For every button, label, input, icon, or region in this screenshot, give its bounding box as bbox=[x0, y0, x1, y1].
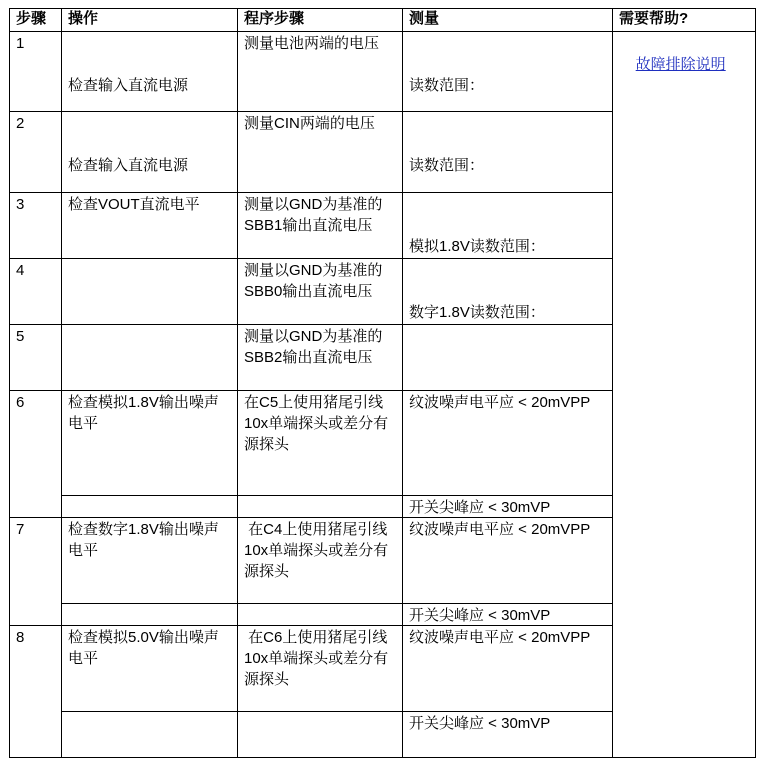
row-8-operation: 检查模拟5.0V输出噪声电平 bbox=[61, 625, 238, 712]
row-3-operation: 检查VOUT直流电平 bbox=[61, 192, 238, 259]
row-7-step: 7 bbox=[9, 517, 62, 626]
row-7-procedure: 在C4上使用猪尾引线10x单端探头或差分有源探头 bbox=[237, 517, 403, 604]
row-8-spike: 开关尖峰应 < 30mVP bbox=[402, 711, 613, 758]
row-7-operation-spacer bbox=[61, 603, 238, 626]
troubleshooting-table bbox=[9, 8, 756, 758]
header-measurement: 测量 bbox=[402, 8, 613, 32]
row-6-procedure: 在C5上使用猪尾引线10x单端探头或差分有源探头 bbox=[237, 390, 403, 496]
row-6-operation-spacer bbox=[61, 495, 238, 518]
row-1-operation: 检查输入直流电源 bbox=[61, 31, 238, 112]
header-procedure: 程序步骤 bbox=[237, 8, 403, 32]
row-3-procedure: 测量以GND为基准的SBB1输出直流电压 bbox=[237, 192, 403, 259]
row-2-operation: 检查输入直流电源 bbox=[61, 111, 238, 193]
row-7-spike: 开关尖峰应 < 30mVP bbox=[402, 603, 613, 626]
row-4-operation bbox=[61, 258, 238, 325]
row-4-procedure: 测量以GND为基准的SBB0输出直流电压 bbox=[237, 258, 403, 325]
row-5-operation bbox=[61, 324, 238, 391]
row-6-measurement: 纹波噪声电平应 < 20mVPP bbox=[402, 390, 613, 496]
row-5-step: 5 bbox=[9, 324, 62, 391]
help-cell bbox=[612, 31, 756, 758]
row-2-procedure: 测量CIN两端的电压 bbox=[237, 111, 403, 193]
row-1-procedure: 测量电池两端的电压 bbox=[237, 31, 403, 112]
row-7-procedure-spacer bbox=[237, 603, 403, 626]
row-5-measurement bbox=[402, 324, 613, 391]
row-7-operation: 检查数字1.8V输出噪声电平 bbox=[61, 517, 238, 604]
row-4-step: 4 bbox=[9, 258, 62, 325]
row-2-step: 2 bbox=[9, 111, 62, 193]
header-help: 需要帮助? bbox=[612, 8, 756, 32]
row-3-measurement: 模拟1.8V读数范围： bbox=[402, 192, 613, 259]
row-8-step: 8 bbox=[9, 625, 62, 758]
row-6-step: 6 bbox=[9, 390, 62, 518]
row-7-measurement: 纹波噪声电平应 < 20mVPP bbox=[402, 517, 613, 604]
header-step: 步骤 bbox=[9, 8, 62, 32]
row-3-step: 3 bbox=[9, 192, 62, 259]
row-6-procedure-spacer bbox=[237, 495, 403, 518]
row-8-measurement: 纹波噪声电平应 < 20mVPP bbox=[402, 625, 613, 712]
row-1-step: 1 bbox=[9, 31, 62, 112]
row-6-spike: 开关尖峰应 < 30mVP bbox=[402, 495, 613, 518]
row-2-measurement: 读数范围： bbox=[402, 111, 613, 193]
troubleshooting-link[interactable]: 故障排除说明 bbox=[635, 56, 726, 73]
header-operation: 操作 bbox=[61, 8, 238, 32]
row-4-measurement: 数字1.8V读数范围： bbox=[402, 258, 613, 325]
row-6-operation: 检查模拟1.8V输出噪声电平 bbox=[61, 390, 238, 496]
row-8-operation-spacer bbox=[61, 711, 238, 758]
row-8-procedure: 在C6上使用猪尾引线10x单端探头或差分有源探头 bbox=[237, 625, 403, 712]
row-1-measurement: 读数范围： bbox=[402, 31, 613, 112]
row-8-procedure-spacer bbox=[237, 711, 403, 758]
row-5-procedure: 测量以GND为基准的SBB2输出直流电压 bbox=[237, 324, 403, 391]
